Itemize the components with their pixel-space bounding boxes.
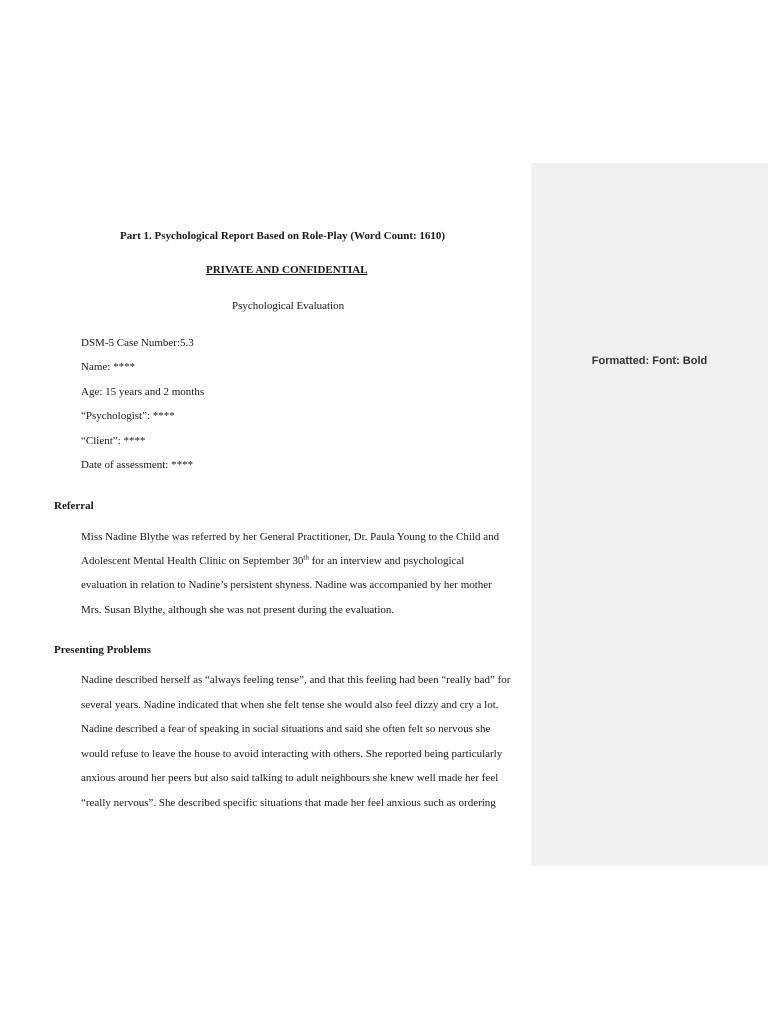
referral-line — [81, 554, 464, 568]
part-title: Part 1. Psychological Report Based on Role-Play (Word Count: 1610) — [120, 230, 446, 242]
referral-line: Miss Nadine Blythe was referred by her General Practitioner, Dr. Paula Young to the Child and — [81, 531, 500, 543]
referral-line: Mrs. Susan Blythe, although she was not present during the evaluation. — [81, 604, 395, 616]
referral-line-text: for an interview and psychological — [308, 555, 465, 567]
field-age: Age: 15 years and 2 months — [81, 386, 205, 398]
field-date: Date of assessment: **** — [81, 459, 194, 471]
ordinal-suffix: th — [303, 553, 309, 562]
comments-pane — [531, 163, 768, 866]
field-client: “Client”: **** — [81, 435, 146, 447]
referral-heading: Referral — [54, 500, 94, 512]
field-psychologist: “Psychologist”: **** — [81, 410, 175, 422]
presenting-line: anxious around her peers but also said talking to adult neighbours she knew well made her feel — [81, 772, 499, 784]
field-name: Name: **** — [81, 361, 136, 373]
evaluation-title: Psychological Evaluation — [232, 300, 345, 312]
presenting-problems-heading: Presenting Problems — [54, 644, 152, 656]
referral-line-text: Adolescent Mental Health Clinic on September 30 — [81, 555, 304, 567]
confidential-heading: PRIVATE AND CONFIDENTIAL — [206, 264, 368, 276]
referral-line: evaluation in relation to Nadine’s persistent shyness. Nadine was accompanied by her mother — [81, 579, 492, 591]
field-case-number: DSM-5 Case Number:5.3 — [81, 337, 194, 349]
presenting-line: Nadine described herself as “always feeling tense”, and that this feeling had been “really bad” for — [81, 674, 511, 686]
presenting-line: would refuse to leave the house to avoid interacting with others. She reported being particularly — [81, 748, 503, 760]
presenting-line: several years. Nadine indicated that when she felt tense she would also feel dizzy and cry a lot. — [81, 699, 499, 711]
presenting-line: “really nervous”. She described specific situations that made her feel anxious such as ordering — [81, 797, 496, 809]
comment-formatted-label: Formatted: Font: Bold — [591, 355, 708, 367]
presenting-line: Nadine described a fear of speaking in social situations and said she often felt so nervous she — [81, 723, 491, 735]
